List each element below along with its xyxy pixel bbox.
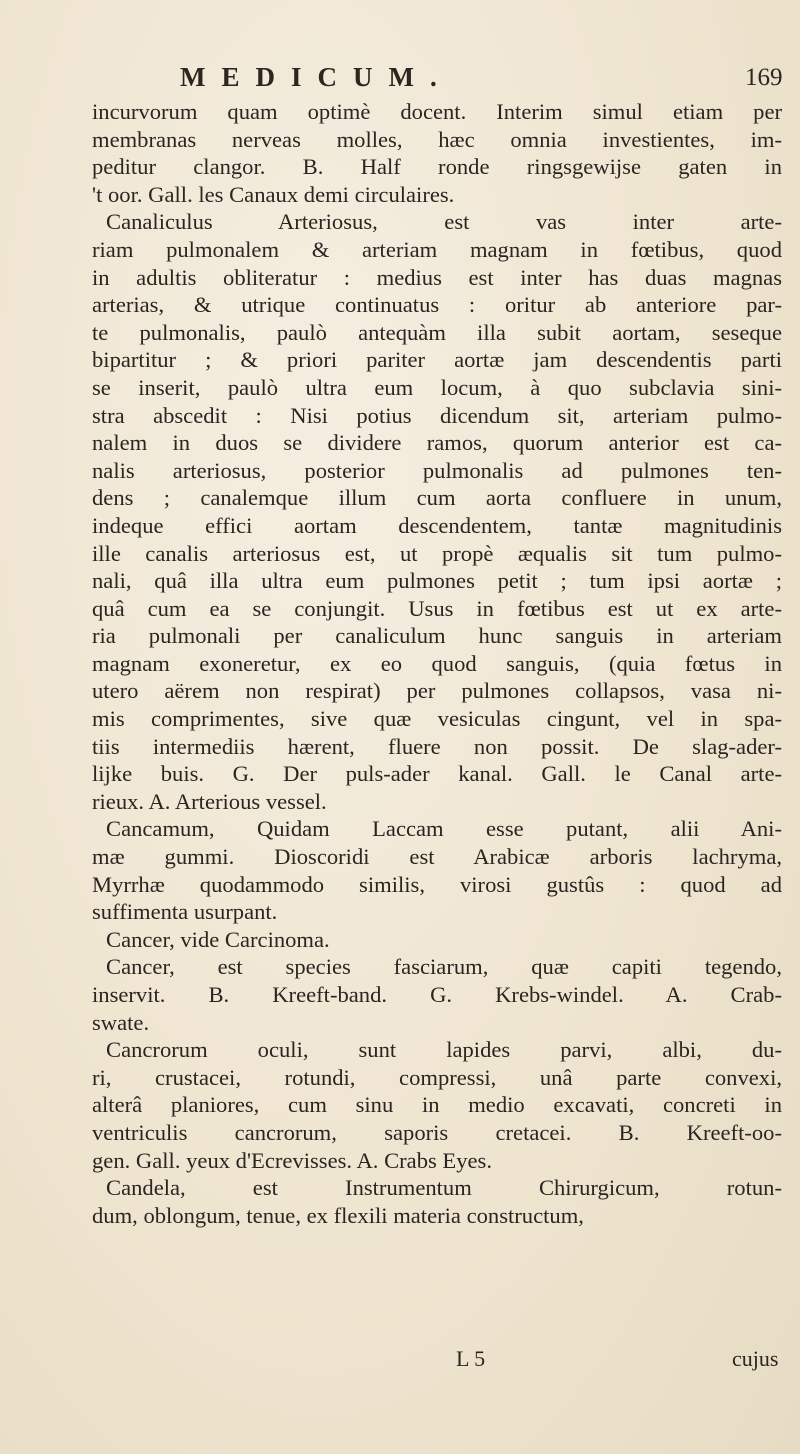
entry-canaliculus [92, 208, 782, 815]
text-line: Cancamum, Quidam Laccam esse putant, alii Ani- [106, 816, 782, 842]
text-line: in adultis obliteratur : medius est inter has duas magnas [92, 264, 782, 290]
entry-cancamum [92, 815, 782, 925]
catchword: cujus [732, 1346, 779, 1371]
signature-mark: L 5 [456, 1346, 486, 1371]
text-line: magnam exoneretur, ex eo quod sanguis, (quia fœtus in [92, 650, 782, 676]
text-line: dens ; canalemque illum cum aorta confluere in unum, [92, 485, 782, 511]
running-head: MEDICUM. [180, 62, 453, 92]
text-line: gen. Gall. yeux d'Ecrevisses. A. Crabs Eyes. [92, 1147, 493, 1173]
text-line: indeque effici aortam descendentem, tantæ magnitudinis [92, 512, 782, 538]
text-line: Candela, est Instrumentum Chirurgicum, rotun- [106, 1175, 782, 1201]
text-line: Cancrorum oculi, sunt lapides parvi, albi, du- [106, 1037, 782, 1063]
text-line: nalis arteriosus, posterior pulmonalis ad pulmones ten- [92, 457, 782, 483]
text-line: incurvorum quam optimè docent. Interim simul etiam per [92, 99, 782, 124]
text-line: Myrrhæ quodammodo similis, virosi gustûs : quod ad [92, 871, 782, 897]
text-line: inservit. B. Kreeft-band. G. Krebs-windel. A. Crab- [92, 982, 782, 1007]
text-line: ille canalis arteriosus est, ut propè æqualis sit tum pulmo- [92, 540, 782, 566]
text-line: nali, quâ illa ultra eum pulmones petit ; tum ipsi aortæ ; [92, 568, 782, 594]
text-line: te pulmonalis, paulò antequàm illa subit aortam, seseque [92, 319, 782, 345]
entry-cancrorum [92, 1036, 782, 1174]
text-line: swate. [92, 1009, 150, 1035]
text-line: arterias, & utrique continuatus : oritur ab anteriore par- [92, 292, 782, 318]
text-line: ventriculis cancrorum, saporis cretacei. B. Kreeft-oo- [92, 1119, 782, 1145]
text-line: lijke buis. G. Der puls-ader kanal. Gall. le Canal arte- [92, 761, 782, 787]
text-line: 't oor. Gall. les Canaux demi circulaires. [92, 181, 455, 207]
text-line: peditur clangor. B. Half ronde ringsgewijse gaten in [92, 154, 782, 180]
page-footer [0, 1346, 800, 1376]
text-line: stra abscedit : Nisi potius dicendum sit, arteriam pulmo- [92, 402, 782, 428]
page-number: 169 [745, 64, 783, 91]
text-line: riam pulmonalem & arteriam magnam in fœtibus, quod [92, 236, 782, 262]
text-line: dum, oblongum, tenue, ex flexili materia constructum, [92, 1202, 584, 1228]
entry-cancer1 [92, 926, 782, 954]
text-line: mæ gummi. Dioscoridi est Arabicæ arboris lachryma, [92, 844, 782, 870]
entry-incurvorum [92, 98, 782, 208]
text-line: tiis intermediis hærent, fluere non possit. De slag-ader- [92, 733, 782, 759]
text-line: mis comprimentes, sive quæ vesiculas cingunt, vel in spa- [92, 706, 782, 732]
text-line: Cancer, vide Carcinoma. [106, 926, 330, 952]
text-line: Canaliculus Arteriosus, est vas inter arte- [106, 209, 782, 235]
page-body [92, 98, 782, 1229]
text-line: se inserit, paulò ultra eum locum, à quo subclavia sini- [92, 374, 782, 400]
text-line: ri, crustacei, rotundi, compressi, unâ parte convexi, [92, 1064, 782, 1090]
text-line: nalem in duos se dividere ramos, quorum anterior est ca- [92, 430, 782, 456]
text-line: alterâ planiores, cum sinu in medio excavati, concreti in [92, 1092, 782, 1118]
text-line: membranas nerveas molles, hæc omnia investientes, im- [92, 126, 782, 152]
entry-candela [92, 1174, 782, 1229]
text-line: rieux. A. Arterious vessel. [92, 788, 327, 814]
page-header [0, 62, 800, 102]
text-line: suffimenta usurpant. [92, 899, 278, 925]
text-line: bipartitur ; & priori pariter aortæ jam descendentis parti [92, 347, 782, 373]
entry-cancer2 [92, 953, 782, 1036]
text-line: utero aërem non respirat) per pulmones collapsos, vasa ni- [92, 678, 782, 704]
text-line: Cancer, est species fasciarum, quæ capiti tegendo, [106, 954, 782, 980]
text-line: ria pulmonali per canaliculum hunc sanguis in arteriam [92, 623, 782, 649]
text-line: quâ cum ea se conjungit. Usus in fœtibus est ut ex arte- [92, 595, 782, 621]
